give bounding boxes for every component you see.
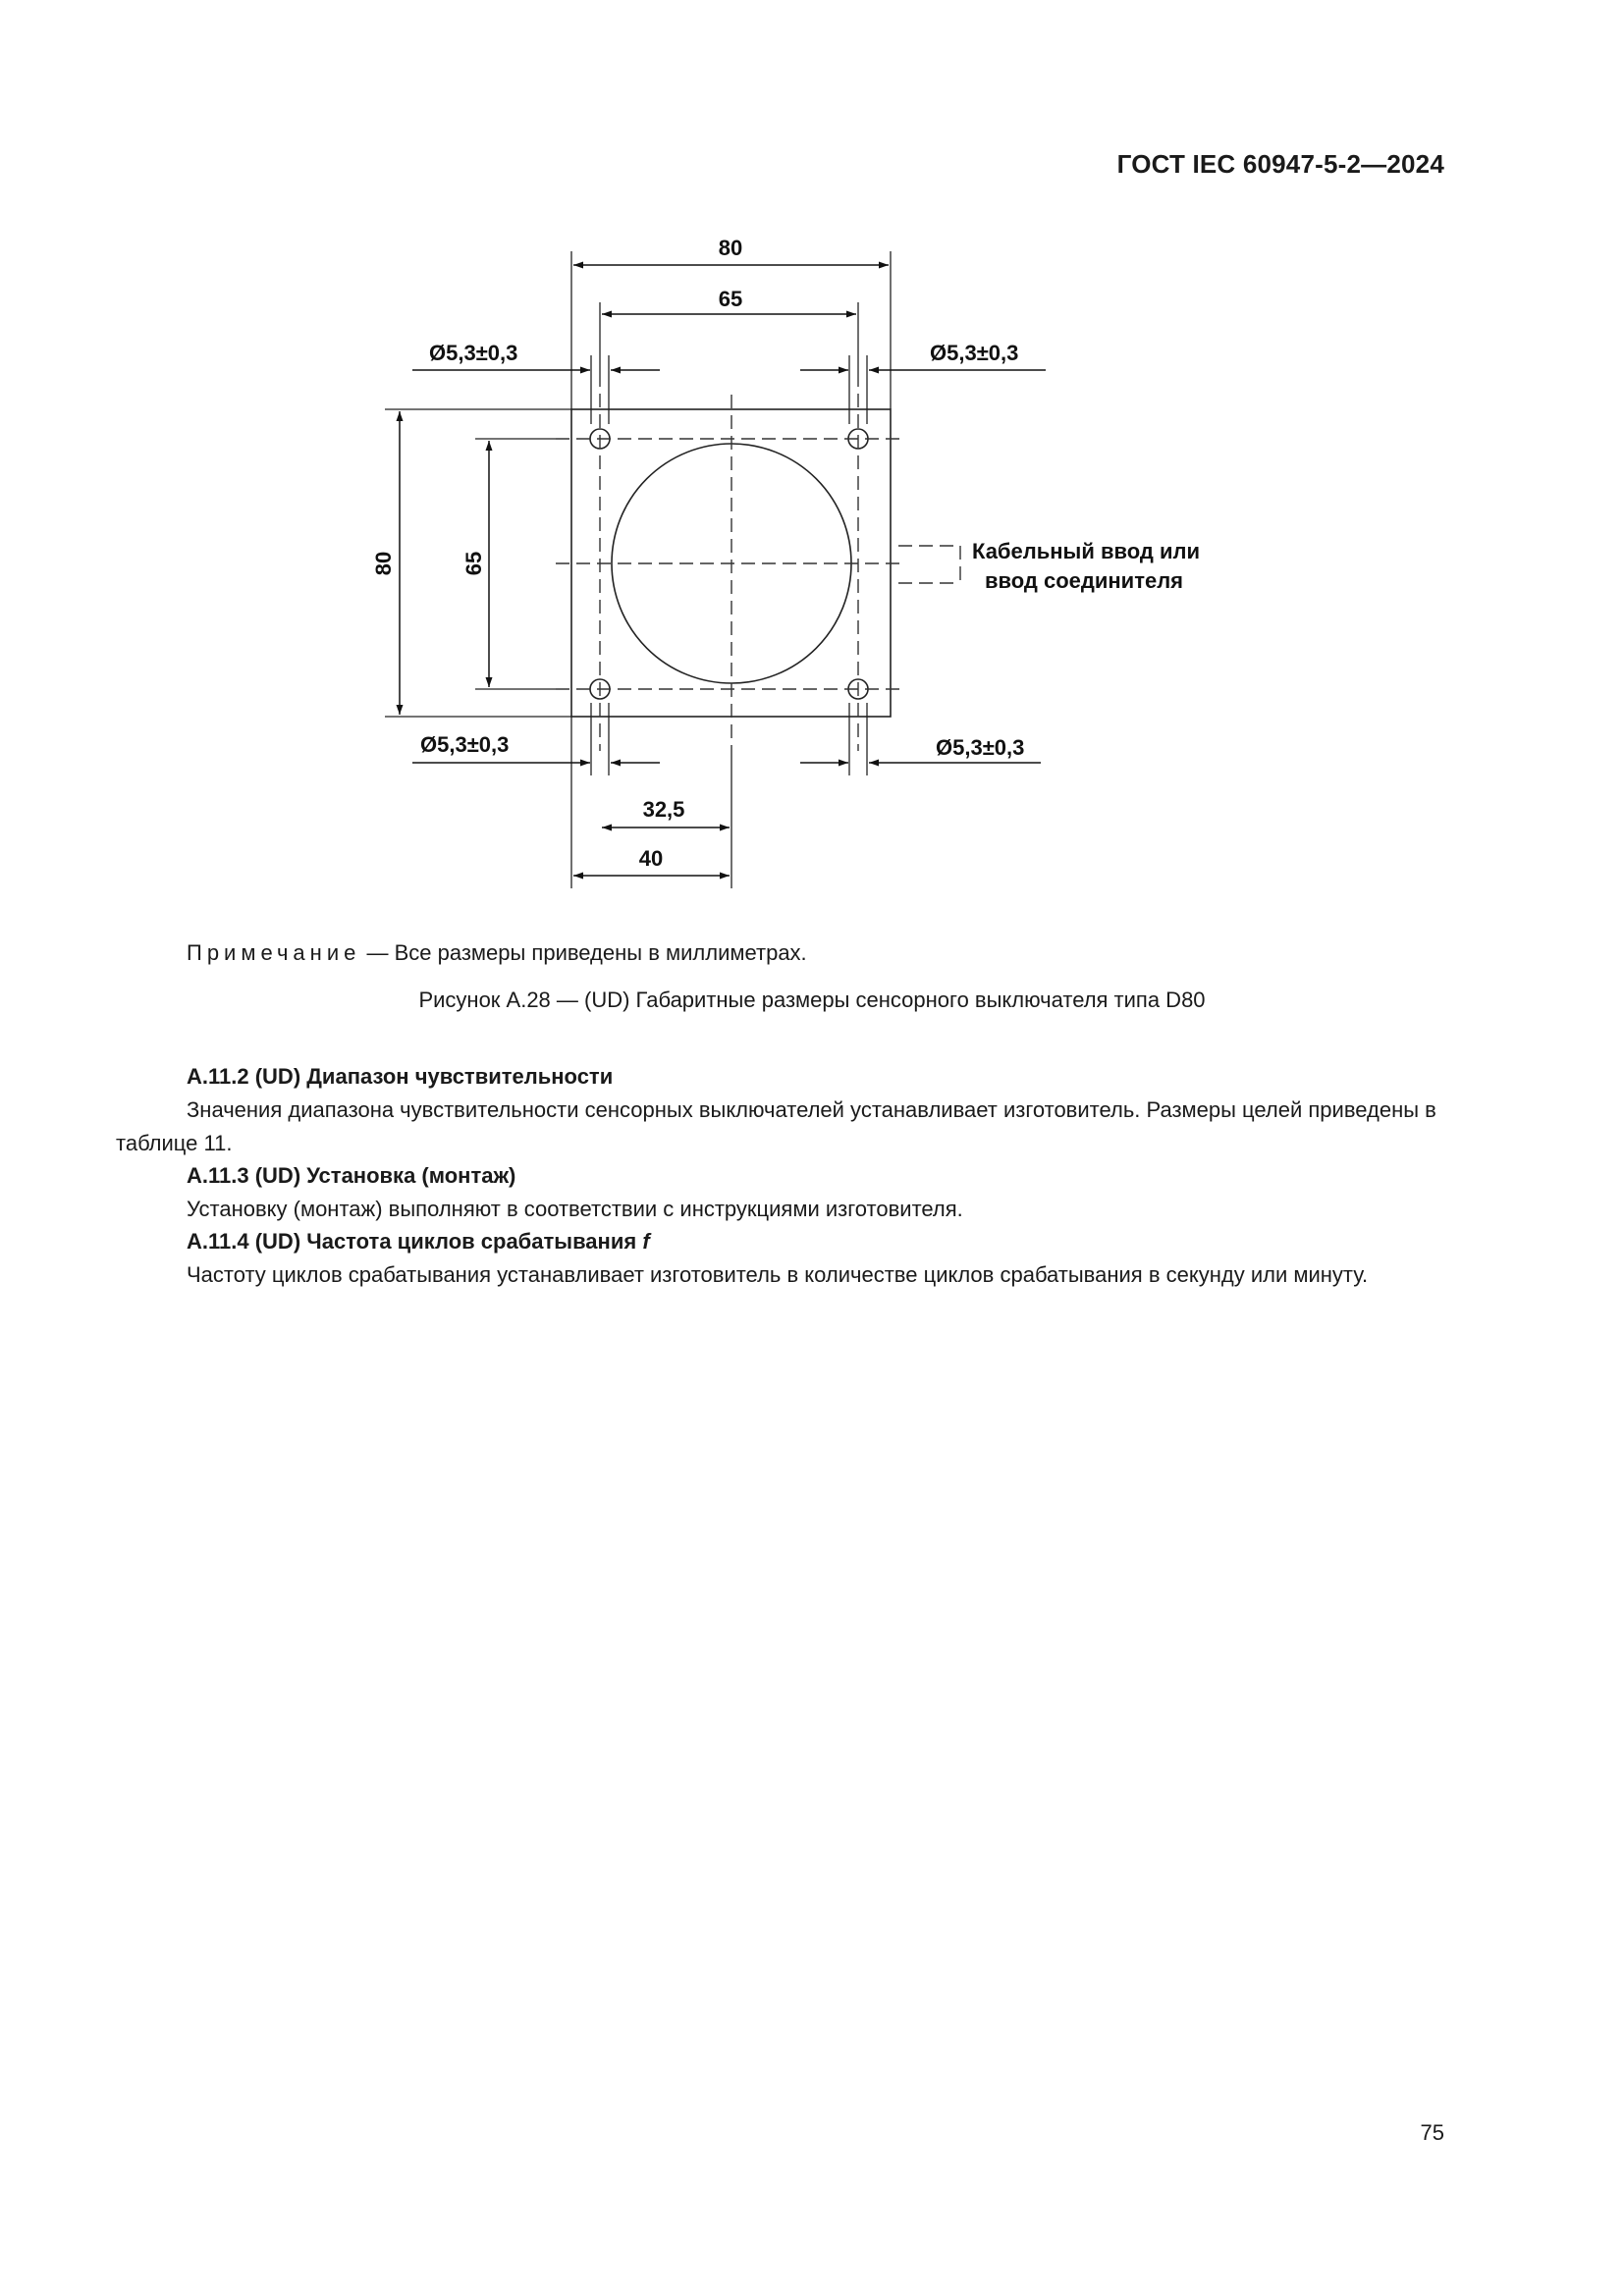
dim-width-65: 65 (718, 287, 743, 311)
cable-entry-label-line1: Кабельный ввод или (972, 539, 1200, 563)
cable-entry-label-line2: ввод соединителя (985, 568, 1184, 593)
section-heading-text: A.11.4 (UD) Частота циклов срабатывания (187, 1229, 637, 1254)
section-heading: A.11.2 (UD) Диапазон чувствительности (187, 1064, 614, 1089)
dim-hole-bottom-right: Ø5,3±0,3 (936, 735, 1025, 760)
dim-offset-32-5: 32,5 (642, 797, 685, 822)
frequency-symbol: f (642, 1229, 650, 1254)
dim-hole-bottom-left: Ø5,3±0,3 (420, 732, 510, 757)
dim-width-80: 80 (718, 236, 743, 260)
dim-hole-top-right: Ø5,3±0,3 (930, 341, 1019, 365)
dim-height-65: 65 (461, 551, 486, 576)
figure-caption: Рисунок А.28 — (UD) Габаритные размеры сенсорного выключателя типа D80 (418, 988, 1206, 1012)
dim-offset-40: 40 (638, 846, 664, 871)
dim-hole-top-left: Ø5,3±0,3 (429, 341, 518, 365)
note-text: — Все размеры приведены в миллиметрах. (360, 940, 807, 965)
section-heading: A.11.3 (UD) Установка (монтаж) (187, 1163, 516, 1188)
document-id: ГОСТ IEC 60947-5-2—2024 (1116, 149, 1444, 179)
dim-height-80: 80 (371, 551, 396, 576)
section-heading (187, 1229, 650, 1255)
section-paragraph: Частоту циклов срабатывания устанавливает изготовитель в количестве циклов срабатывания в секунду или минуту. (187, 1262, 1369, 1287)
figure-note (187, 940, 807, 966)
section-paragraph: Значения диапазона чувствительности сенсорных выключателей устанавливает изготовитель. Размеры целей приведены в таблице 11. (116, 1097, 1436, 1155)
section-paragraph: Установку (монтаж) выполняют в соответствии с инструкциями изготовителя. (187, 1197, 963, 1221)
note-label: Примечание (187, 940, 361, 965)
page-number: 75 (1420, 2120, 1444, 2145)
dimension-drawing (0, 0, 1624, 942)
